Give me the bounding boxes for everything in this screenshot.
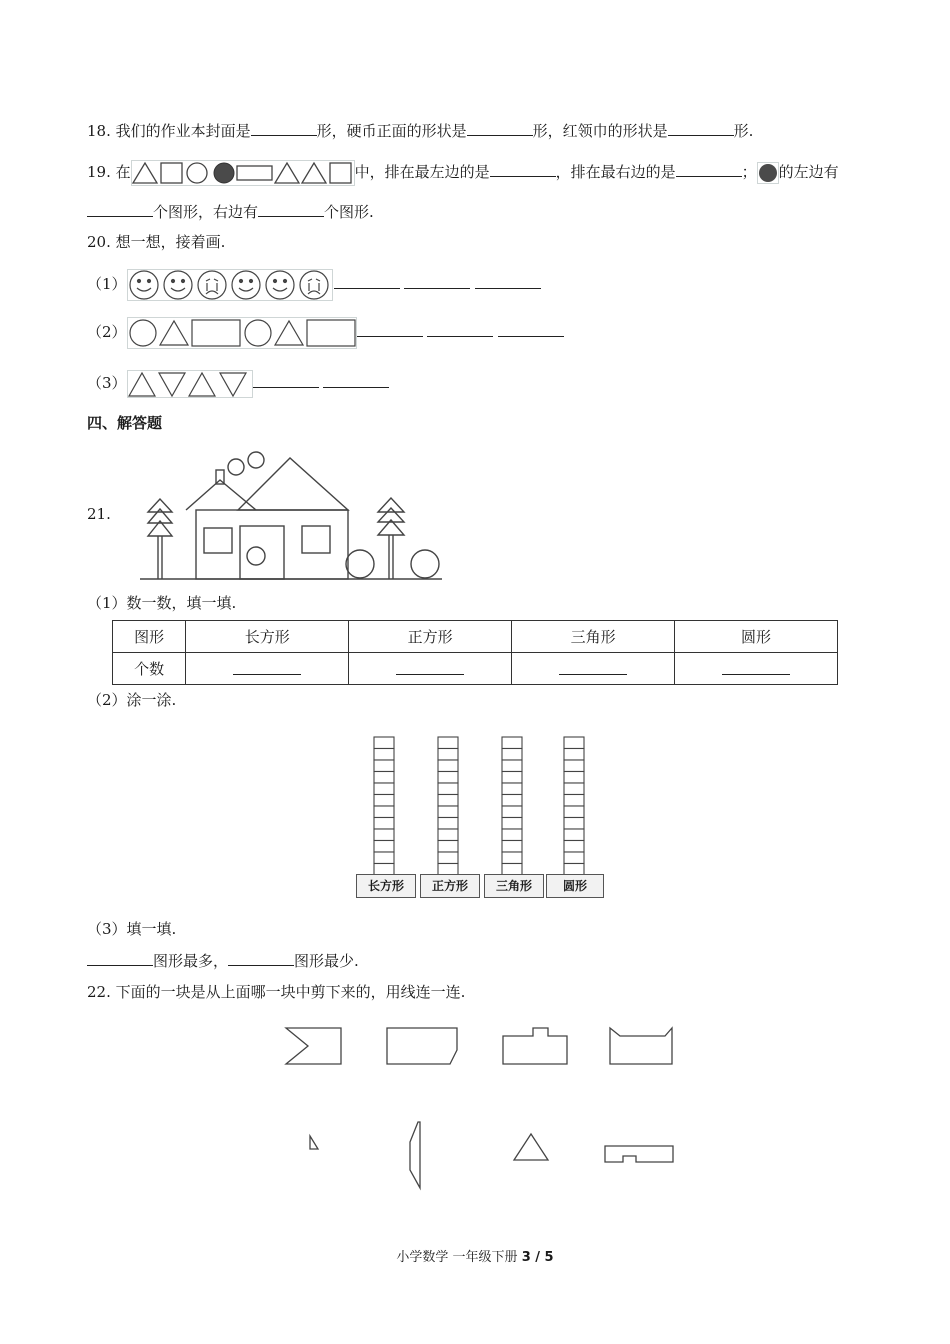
notched-strip-piece[interactable] (605, 1146, 673, 1162)
row-label: 个数 (113, 653, 186, 685)
grid-cell[interactable] (564, 772, 584, 784)
grid-cell[interactable] (374, 795, 394, 807)
question-18: 18. 我们的作业本封面是 形，硬币正面的形状是 形，红领巾的形状是 形. (87, 119, 753, 141)
grid-cell[interactable] (502, 818, 522, 830)
answer-blank[interactable] (396, 658, 464, 675)
answer-blank[interactable] (427, 320, 493, 337)
grid-cell[interactable] (438, 841, 458, 853)
grid-cell[interactable] (502, 760, 522, 772)
grid-cell[interactable] (564, 852, 584, 864)
grid-cell[interactable] (374, 783, 394, 795)
top-shapes (280, 1020, 680, 1072)
thin-wedge-piece[interactable] (410, 1122, 420, 1188)
grid-cell[interactable] (564, 783, 584, 795)
tab-rectangle-shape[interactable] (503, 1028, 567, 1064)
grid-cell[interactable] (438, 829, 458, 841)
notched-rectangle-shape[interactable] (286, 1028, 341, 1064)
grid-cell[interactable] (564, 795, 584, 807)
footer-subject: 小学数学 一年级下册 (396, 1250, 518, 1265)
grid-cell[interactable] (438, 760, 458, 772)
grid-cell[interactable] (502, 749, 522, 761)
question-21-part-3: （3）填一填. (87, 920, 177, 938)
question-19: 19. 在 中，排在最左边的是 ，排在最右边的是 ； 的左边有 (87, 158, 839, 186)
shape-pattern (127, 317, 357, 349)
grid-cell[interactable] (502, 783, 522, 795)
question-21-part-1: （1）数一数，填一填. (87, 594, 237, 612)
bottom-pieces (300, 1118, 680, 1192)
grid-cell[interactable] (564, 829, 584, 841)
grid-cell[interactable] (502, 829, 522, 841)
answer-blank[interactable] (676, 160, 742, 177)
grid-cell[interactable] (438, 772, 458, 784)
answer-blank[interactable] (668, 119, 734, 136)
grid-cell[interactable] (564, 818, 584, 830)
answer-blank[interactable] (258, 200, 324, 217)
answer-blank[interactable] (722, 658, 790, 675)
table-header-cell: 长方形 (186, 621, 349, 653)
grid-cell[interactable] (438, 749, 458, 761)
table-row (113, 621, 838, 653)
grid-cell[interactable] (438, 783, 458, 795)
answer-blank[interactable] (357, 320, 423, 337)
question-21-number: 21. (87, 505, 111, 523)
small-triangle-piece[interactable] (310, 1136, 318, 1149)
page-footer (0, 1246, 950, 1265)
grid-cell[interactable] (502, 772, 522, 784)
answer-blank[interactable] (87, 200, 153, 217)
shape-sequence (131, 160, 355, 186)
answer-blank[interactable] (233, 658, 301, 675)
v-notch-rectangle-shape[interactable] (610, 1028, 672, 1064)
page-number: 3 / 5 (521, 1250, 554, 1265)
grid-cell[interactable] (564, 760, 584, 772)
grid-cell[interactable] (502, 737, 522, 749)
filled-circle-icon (757, 162, 779, 184)
answer-blank[interactable] (475, 272, 541, 289)
bar-label: 长方形 (356, 874, 416, 898)
answer-blank[interactable] (467, 119, 533, 136)
grid-cell[interactable] (374, 772, 394, 784)
grid-cell[interactable] (438, 818, 458, 830)
shape-count-table (112, 620, 838, 685)
triangle-piece[interactable] (514, 1134, 548, 1160)
bar-labels (356, 874, 608, 898)
grid-cell[interactable] (438, 806, 458, 818)
answer-blank[interactable] (228, 949, 294, 966)
question-21-part-2: （2）涂一涂. (87, 691, 177, 709)
answer-blank[interactable] (559, 658, 627, 675)
question-21-fill: 图形最多， 图形最少. (87, 949, 359, 971)
question-20-row-1: （1） (87, 268, 541, 300)
grid-cell[interactable] (564, 737, 584, 749)
bar-label: 圆形 (546, 874, 604, 898)
grid-cell[interactable] (374, 749, 394, 761)
grid-cell[interactable] (564, 749, 584, 761)
answer-blank[interactable] (251, 119, 317, 136)
table-header-cell: 图形 (113, 621, 186, 653)
grid-cell[interactable] (564, 841, 584, 853)
grid-cell[interactable] (438, 852, 458, 864)
table-header-cell: 圆形 (675, 621, 838, 653)
grid-cell[interactable] (438, 737, 458, 749)
question-22-title: 22. 下面的一块是从上面哪一块中剪下来的，用线连一连. (87, 983, 466, 1001)
answer-blank[interactable] (404, 272, 470, 289)
grid-cell[interactable] (374, 841, 394, 853)
grid-cell[interactable] (374, 737, 394, 749)
question-19-continued: 个图形，右边有 个图形. (87, 200, 374, 222)
grid-cell[interactable] (374, 760, 394, 772)
bar-label: 正方形 (420, 874, 480, 898)
grid-cell[interactable] (374, 829, 394, 841)
grid-cell[interactable] (374, 806, 394, 818)
table-header-cell: 三角形 (512, 621, 675, 653)
grid-cell[interactable] (374, 818, 394, 830)
grid-cell[interactable] (374, 852, 394, 864)
question-20-title: 20. 想一想，接着画. (87, 233, 226, 251)
answer-blank[interactable] (490, 160, 556, 177)
house-picture (138, 448, 444, 582)
grid-cell[interactable] (502, 852, 522, 864)
grid-cell[interactable] (502, 841, 522, 853)
answer-blank[interactable] (253, 371, 319, 388)
question-20-row-3: （3） (87, 368, 389, 398)
cut-corner-rectangle-shape[interactable] (387, 1028, 457, 1064)
answer-blank[interactable] (87, 949, 153, 966)
answer-blank[interactable] (334, 272, 400, 289)
table-row (113, 653, 838, 685)
face-sequence (127, 269, 333, 301)
bar-label: 三角形 (484, 874, 544, 898)
section-title: 四、解答题 (87, 414, 163, 432)
table-header-cell: 正方形 (349, 621, 512, 653)
grid-cell[interactable] (502, 806, 522, 818)
triangle-pattern (127, 370, 253, 398)
grid-cell[interactable] (438, 795, 458, 807)
grid-cell[interactable] (502, 795, 522, 807)
answer-blank[interactable] (323, 371, 389, 388)
question-20-row-2: （2） (87, 316, 564, 348)
grid-cell[interactable] (564, 806, 584, 818)
answer-blank[interactable] (498, 320, 564, 337)
